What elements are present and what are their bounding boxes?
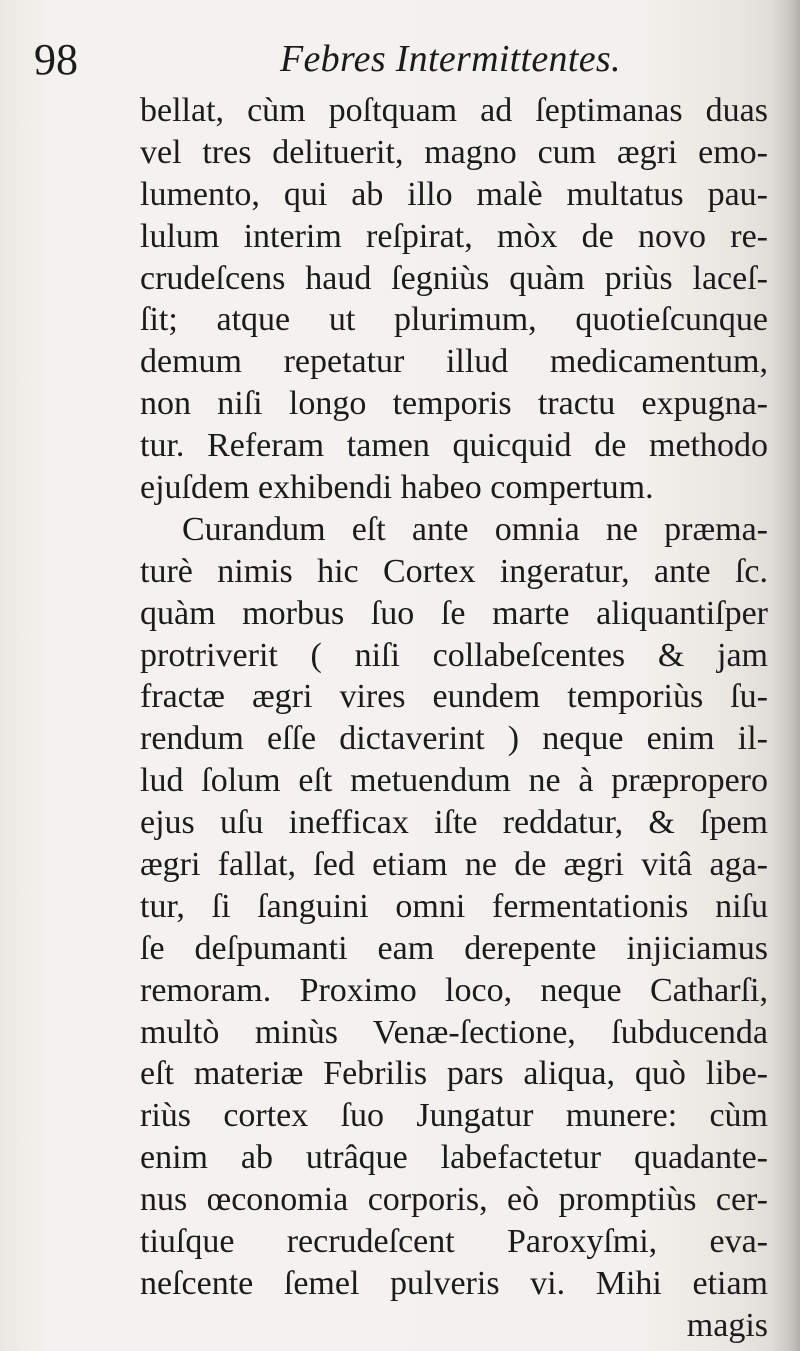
text-line: eſt materiæ Febrilis pars aliqua, quò libe- [140, 1055, 768, 1093]
text-line: bellat, cùm poſtquam ad ſeptimanas duas [140, 92, 768, 129]
text-line: quàm morbus ſuo ſe marte aliquantiſper [140, 594, 768, 632]
text-line: ægri fallat, ſed etiam ne de ægri vitâ aga- [140, 846, 768, 884]
text-line: ſe deſpumanti eam derepente injiciamus [140, 929, 768, 967]
text-line: demum repetatur illud medicamentum, [140, 343, 768, 381]
running-head: Febres Intermittentes. [280, 38, 621, 80]
text-line: multò minùs Venæ-ſectione, ſubducenda [140, 1013, 768, 1051]
text-line: tiuſque recrudeſcent Paroxyſmi, eva- [140, 1223, 768, 1261]
catchword: magis [686, 1306, 768, 1344]
text-line: turè nimis hic Cortex ingeratur, ante ſc. [140, 552, 768, 590]
text-line: ejuſdem exhibendi habeo compertum. [140, 469, 654, 507]
text-line: protriverit ( niſi collabeſcentes & jam [140, 636, 768, 674]
text-line: crudeſcens haud ſegniùs quàm priùs laceſ- [140, 259, 768, 297]
text-line: remoram. Proximo loco, neque Catharſi, [140, 971, 768, 1009]
text-line: lumento, qui ab illo malè multatus pau- [140, 175, 768, 213]
text-line: rendum eſſe dictaverint ) neque enim il- [140, 720, 768, 758]
text-line: tur. Referam tamen quicquid de methodo [140, 427, 768, 465]
spine-shadow [772, 0, 800, 1351]
text-line: non niſi longo temporis tractu expugna- [140, 385, 768, 423]
text-line: tur, ſi ſanguini omni fermentationis niſu [140, 887, 768, 925]
text-line: nus œconomia corporis, eò promptiùs cer- [140, 1181, 768, 1219]
text-line: lud ſolum eſt metuendum ne à præpropero [140, 762, 768, 800]
text-line: ſit; atque ut plurimum, quotieſcunque [140, 301, 768, 339]
text-line: riùs cortex ſuo Jungatur munere: cùm [140, 1097, 768, 1135]
text-line: lulum interim reſpirat, mòx de novo re- [140, 217, 768, 255]
text-line: enim ab utrâque labefactetur quadante- [140, 1139, 768, 1177]
body-text [140, 90, 768, 1347]
text-line: fractæ ægri vires eundem temporiùs ſu- [140, 678, 768, 716]
text-line: vel tres delituerit, magno cum ægri emo- [140, 133, 768, 171]
page-number: 98 [34, 35, 78, 84]
text-line: neſcente ſemel pulveris vi. Mihi etiam [140, 1264, 768, 1302]
paragraph-first-line: Curandum eſt ante omnia ne præma- [182, 510, 768, 548]
text-line: ejus uſu inefficax iſte reddatur, & ſpem [140, 804, 768, 842]
